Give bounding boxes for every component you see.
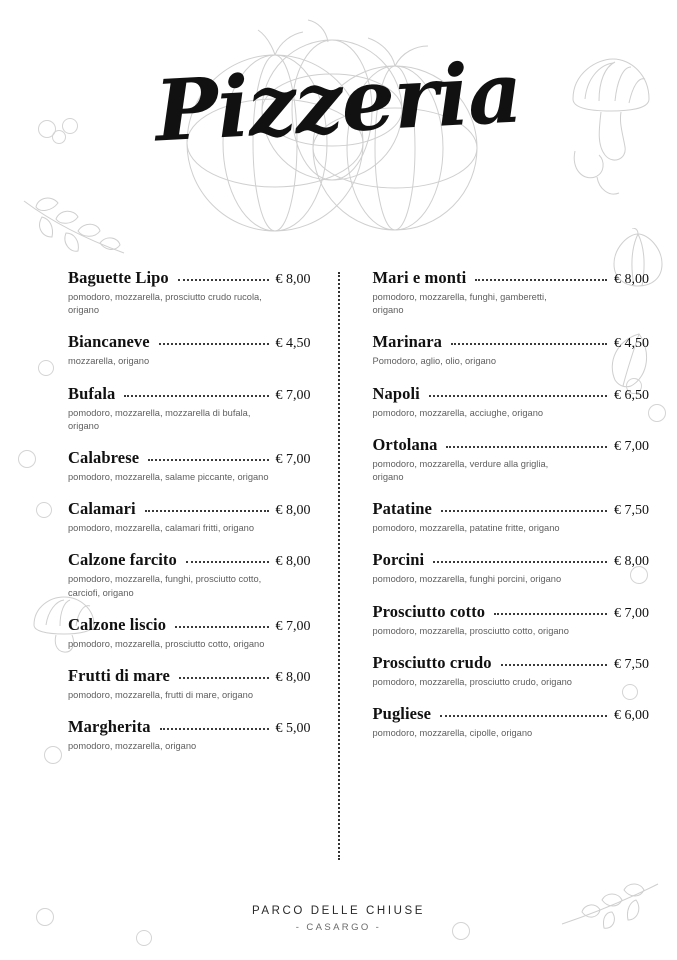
leader-dots [441, 506, 607, 512]
leader-dots [160, 724, 269, 730]
leader-dots [175, 622, 268, 628]
menu-item [68, 666, 311, 702]
menu-item-price: € 4,50 [614, 336, 649, 352]
menu-item-head [373, 602, 650, 622]
menu-item [373, 704, 650, 740]
leader-dots [475, 275, 607, 281]
menu-item-head [373, 499, 650, 519]
menu-item-name: Calzone farcito [68, 550, 177, 570]
menu-item-head [68, 717, 311, 737]
menu-item-description: mozzarella, origano [68, 356, 150, 367]
menu-item [68, 717, 311, 753]
menu-item-name: Frutti di mare [68, 665, 170, 685]
menu-item-head [68, 332, 311, 352]
menu-item-head [373, 704, 650, 724]
menu-item-head [68, 550, 311, 570]
menu-item-head [373, 268, 650, 288]
menu-column-left [0, 268, 339, 868]
menu-item-name: Calamari [68, 499, 136, 519]
menu-item-price: € 8,00 [614, 272, 649, 287]
menu-item-price: € 8,00 [614, 554, 649, 570]
menu-item-head [68, 384, 311, 404]
menu-item-price: € 7,00 [275, 451, 311, 467]
menu-item-head [373, 653, 650, 673]
menu-item-name: Bufala [68, 383, 116, 403]
menu-item-name: Pugliese [372, 703, 432, 723]
leader-dots [501, 660, 607, 666]
leader-dots [494, 609, 607, 615]
leader-dots [186, 557, 269, 563]
menu-item-price: € 8,00 [275, 554, 311, 570]
menu-item-description: pomodoro, mozzarella, prosciutto cotto, origano [68, 638, 265, 649]
menu-item-price: € 6,50 [614, 387, 649, 403]
menu-item-price: € 7,50 [614, 656, 649, 672]
menu-item-description: pomodoro, mozzarella, funghi, prosciutto cotto, carciofi, origano [68, 574, 262, 598]
leader-dots [178, 275, 269, 281]
menu-item-description: pomodoro, mozzarella, funghi, gamberetti, origano [372, 292, 547, 316]
leader-dots [179, 673, 269, 679]
menu-item [68, 499, 311, 535]
leader-dots [159, 339, 269, 345]
menu-item-description: pomodoro, mozzarella, mozzarella di bufala, origano [68, 407, 251, 431]
menu-item-price: € 4,50 [275, 336, 311, 352]
menu-item-head [68, 268, 311, 288]
leader-dots [429, 391, 607, 397]
menu-item-price: € 8,00 [275, 669, 311, 685]
menu-item-description: pomodoro, mozzarella, cipolle, origano [372, 727, 533, 738]
venue-location: - CASARGO - [295, 922, 382, 933]
menu-item [373, 435, 650, 484]
menu-item [373, 332, 650, 368]
menu-item-price: € 7,00 [614, 605, 649, 621]
menu-item-description: pomodoro, mozzarella, frutti di mare, origano [68, 689, 253, 700]
menu-list [0, 268, 677, 868]
menu-item-name: Napoli [372, 383, 420, 403]
menu-item [68, 550, 311, 599]
menu-item-description: pomodoro, mozzarella, prosciutto crudo, origano [372, 676, 572, 687]
menu-item-name: Patatine [372, 499, 432, 519]
menu-item-head [373, 435, 650, 455]
menu-item-price: € 7,00 [614, 438, 649, 454]
menu-item-head [68, 666, 311, 686]
menu-item [68, 448, 311, 484]
menu-item-price: € 7,00 [275, 618, 311, 634]
page-title: Pizzeria [152, 42, 525, 161]
menu-item-price: € 8,00 [275, 272, 311, 287]
menu-item [68, 268, 311, 317]
leader-dots [148, 455, 268, 461]
leader-dots [451, 339, 607, 345]
menu-item [373, 384, 650, 420]
leader-dots [446, 442, 607, 448]
menu-item [373, 602, 650, 638]
menu-item-name: Prosciutto cotto [372, 601, 486, 621]
leader-dots [440, 711, 607, 717]
menu-item-price: € 7,50 [614, 503, 649, 519]
menu-item-name: Margherita [68, 717, 151, 737]
menu-item-name: Biancaneve [68, 332, 150, 352]
olive-branch-illustration [22, 195, 127, 270]
menu-item-description: pomodoro, mozzarella, calamari fritti, origano [68, 523, 255, 534]
menu-item-description: pomodoro, mozzarella, prosciutto cotto, origano [372, 625, 569, 636]
leader-dots [433, 557, 607, 563]
menu-item-description: Pomodoro, aglio, olio, origano [372, 356, 497, 367]
menu-item-description: pomodoro, mozzarella, salame piccante, origano [68, 471, 269, 482]
menu-item-name: Calabrese [68, 447, 140, 467]
menu-item-name: Baguette Lipo [68, 268, 169, 287]
menu-item-head [68, 499, 311, 519]
menu-footer [0, 905, 677, 933]
menu-item-description: pomodoro, mozzarella, acciughe, origano [372, 407, 544, 418]
menu-item [373, 653, 650, 689]
menu-item-head [373, 550, 650, 570]
menu-item-name: Marinara [372, 332, 443, 352]
menu-item [373, 268, 650, 317]
menu-item-head [373, 332, 650, 352]
menu-item [68, 332, 311, 368]
menu-item-price: € 5,00 [275, 721, 311, 737]
menu-item-description: pomodoro, mozzarella, prosciutto crudo rucola, origano [68, 292, 262, 316]
menu-item-head [68, 448, 311, 468]
menu-item [68, 615, 311, 651]
menu-item-description: pomodoro, mozzarella, patatine fritte, origano [372, 523, 560, 534]
menu-item-price: € 6,00 [614, 707, 649, 723]
menu-item-head [68, 615, 311, 635]
menu-item-description: pomodoro, mozzarella, funghi porcini, origano [372, 574, 562, 585]
menu-item-name: Ortolana [372, 434, 438, 454]
menu-column-right [339, 268, 677, 868]
menu-item-name: Porcini [372, 550, 425, 570]
menu-item [68, 384, 311, 433]
menu-header [0, 42, 677, 161]
menu-item-head [373, 384, 650, 404]
venue-name: PARCO DELLE CHIUSE [251, 905, 426, 917]
menu-item-description: pomodoro, mozzarella, origano [68, 741, 197, 752]
menu-item-name: Mari e monti [372, 268, 467, 287]
menu-item-price: € 8,00 [275, 503, 311, 519]
menu-item [373, 499, 650, 535]
menu-item-name: Prosciutto crudo [372, 652, 492, 672]
menu-item-description: pomodoro, mozzarella, verdure alla griglia, origano [372, 458, 549, 482]
leader-dots [145, 506, 269, 512]
menu-item-name: Calzone liscio [68, 614, 167, 634]
menu-item [373, 550, 650, 586]
leader-dots [124, 391, 268, 397]
menu-item-price: € 7,00 [275, 387, 311, 403]
